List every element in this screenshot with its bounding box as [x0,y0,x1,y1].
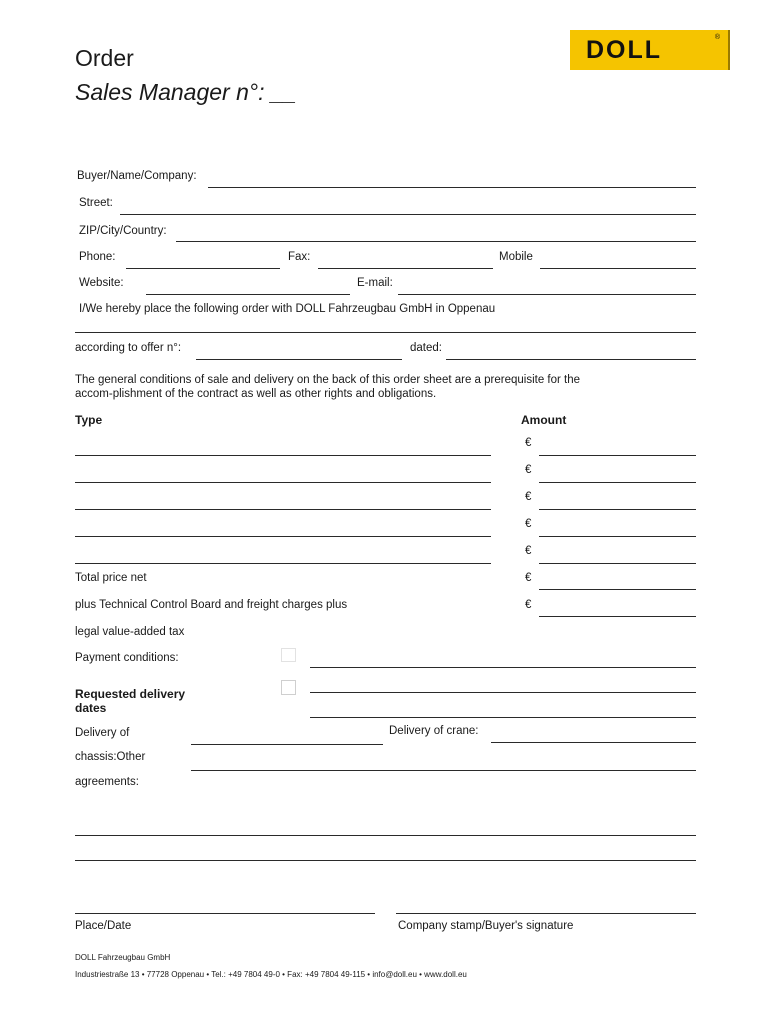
payment-label: Payment conditions: [75,652,179,664]
amount-line-5[interactable] [539,563,696,564]
type-header: Type [75,413,103,427]
logo-text: DOLL [586,36,663,64]
place-date-label: Place/Date [75,920,132,932]
website-field[interactable] [146,294,350,295]
doll-logo [570,30,730,70]
phone-label: Phone: [79,251,116,263]
vat-label: legal value-added tax [75,626,185,638]
conditions-line-2: accom-plishment of the contract as well as other rights and obligations. [75,388,437,400]
footer-address: Industriestraße 13 • 77728 Oppenau • Tel.: +49 7804 49-0 • Fax: +49 7804 49-115 • info@doll.eu • www.doll.eu [75,970,467,979]
type-line-2[interactable] [75,482,491,483]
euro-sign: € [525,518,532,530]
offer-field[interactable] [196,359,402,360]
euro-sign: € [525,464,532,476]
phone-field[interactable] [126,268,280,269]
other-agreements-field-3[interactable] [75,860,696,861]
delivery-field-1[interactable] [310,692,696,693]
delivery-chassis-field[interactable] [191,744,383,745]
amount-line-3[interactable] [539,509,696,510]
charges-label: plus Technical Control Board and freight charges plus [75,599,348,611]
dated-field[interactable] [446,359,696,360]
total-net-field[interactable] [539,589,696,590]
requested-delivery-label: Requested delivery [75,687,186,701]
delivery-checkbox[interactable] [281,680,296,695]
euro-sign: € [525,491,532,503]
agreements-label: agreements: [75,776,139,788]
footer-company: DOLL Fahrzeugbau GmbH [75,953,171,962]
mobile-label: Mobile [499,251,533,263]
delivery-crane-field[interactable] [491,742,696,743]
zip-field[interactable] [176,241,696,242]
chassis-other-label: chassis:Other [75,751,146,763]
buyer-label: Buyer/Name/Company: [77,170,197,182]
amount-line-1[interactable] [539,455,696,456]
page-title: Order [75,45,134,71]
offer-label: according to offer n°: [75,342,182,354]
total-net-label: Total price net [75,572,147,584]
email-field[interactable] [398,294,696,295]
order-statement: I/We hereby place the following order with DOLL Fahrzeugbau GmbH in Oppenau [79,303,496,315]
delivery-field-2[interactable] [310,717,696,718]
other-agreements-field-1[interactable] [191,770,696,771]
requested-delivery-label-2: dates [75,701,107,715]
amount-line-2[interactable] [539,482,696,483]
email-label: E-mail: [357,277,393,289]
charges-field[interactable] [539,616,696,617]
page-subtitle: Sales Manager n°: __ [75,79,297,105]
amount-line-4[interactable] [539,536,696,537]
type-line-1[interactable] [75,455,491,456]
euro-sign: € [525,545,532,557]
euro-sign: € [525,437,532,449]
registered-mark: ® [714,34,720,41]
fax-field[interactable] [318,268,493,269]
street-label: Street: [79,197,113,209]
type-line-3[interactable] [75,509,491,510]
fax-label: Fax: [288,251,311,263]
amount-header: Amount [521,413,567,427]
delivery-crane-label: Delivery of crane: [389,725,479,737]
buyer-field[interactable] [208,187,696,188]
dated-label: dated: [410,342,442,354]
other-agreements-field-2[interactable] [75,835,696,836]
order-statement-field[interactable] [75,332,696,333]
place-date-field[interactable] [75,913,375,914]
website-label: Website: [79,277,124,289]
mobile-field[interactable] [540,268,696,269]
street-field[interactable] [120,214,696,215]
signature-field[interactable] [396,913,696,914]
euro-sign: € [525,599,532,611]
delivery-of-label: Delivery of [75,727,130,739]
type-line-4[interactable] [75,536,491,537]
euro-sign: € [525,572,532,584]
payment-checkbox[interactable] [281,648,296,662]
signature-label: Company stamp/Buyer's signature [398,920,574,932]
conditions-line-1: The general conditions of sale and delivery on the back of this order sheet are a prerequisite for the [75,374,581,386]
zip-label: ZIP/City/Country: [79,225,167,237]
payment-field[interactable] [310,667,696,668]
type-line-5[interactable] [75,563,491,564]
